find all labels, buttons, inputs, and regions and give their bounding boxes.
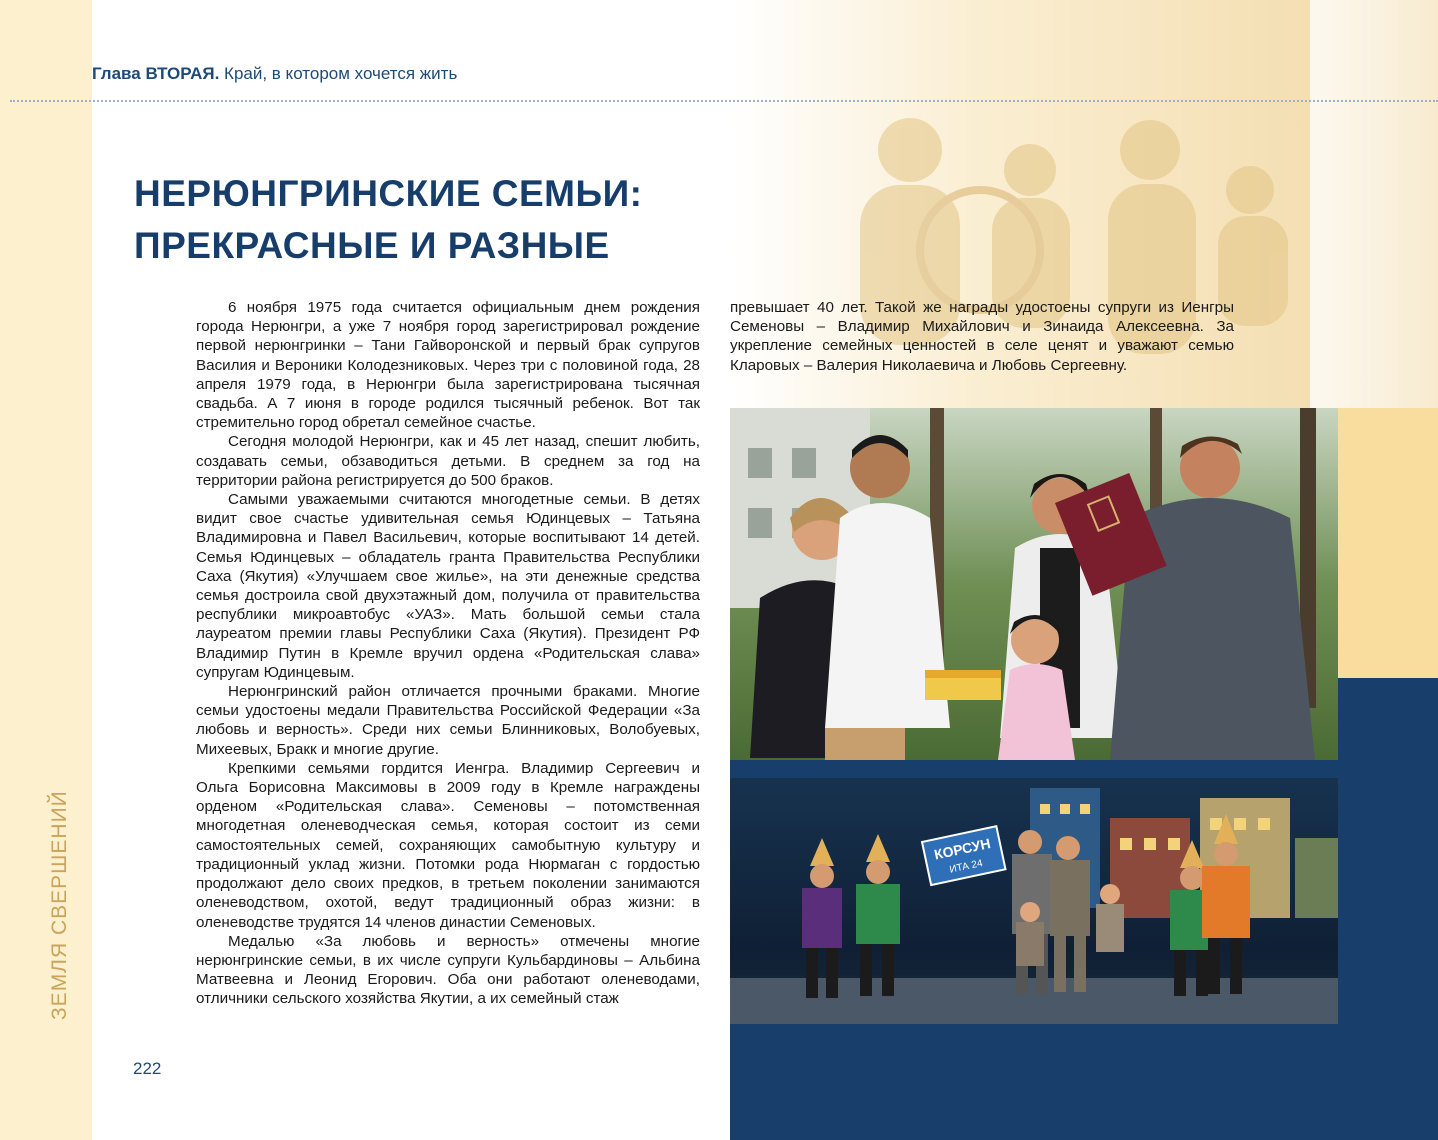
title-line-2: ПРЕКРАСНЫЕ И РАЗНЫЕ: [134, 225, 610, 266]
stage-performance-illustration: [730, 778, 1338, 1024]
photo-stage-performance: [730, 778, 1338, 1024]
chapter-header: [92, 64, 457, 84]
chapter-label: Глава ВТОРАЯ.: [92, 64, 220, 83]
photo-award-ceremony: [730, 408, 1338, 760]
text-column-left: [196, 298, 700, 1009]
paragraph: 6 ноября 1975 года считается официальным днем рождения города Нерюнгри, а уже 7 ноября город зарегистрировал рождение первой нерюнгринки – Тани Гайворонской и первый брак супругов Василия и Вероники Колодезниковых. Через три с половиной года, 28 апреля 1979 года, в Нерюнгри была зарегистрирована тысячная свадьба. А 7 июня в городе родился тысячный ребенок. Вот так стремительно город обретал семейное счастье.: [196, 299, 700, 432]
paragraph: Медалью «За любовь и верность» отмечены многие нерюнгринские семьи, в их числе супруги Кульбардиновы – Альбина Матвеевна и Леонид Егорович. Оба они работают оленеводами, отличники сельского хозяйства Якутии, а их семейный стаж: [196, 932, 700, 1008]
stage-sign-line2: ИТА 24: [948, 858, 984, 876]
header-divider: [10, 100, 1438, 102]
side-label: ЗЕМЛЯ СВЕРШЕНИЙ: [48, 790, 71, 1020]
chapter-subtitle: Край, в котором хочется жить: [219, 64, 458, 83]
title-line-1: НЕРЮНГРИНСКИЕ СЕМЬИ:: [134, 173, 643, 214]
cream-decor-block: [1338, 408, 1438, 678]
text-column-right: [730, 298, 1234, 375]
paragraph: превышает 40 лет. Такой же награды удостоены супруги из Иенгры Семеновы – Владимир Михайлович и Зинаида Алексеевна. За укрепление семейных ценностей в селе ценят и уважают семью Клaровых – Валерия Николаевича и Любовь Сергеевну.: [730, 299, 1234, 374]
stage-sign-line1: КОРСУН: [932, 835, 992, 863]
paragraph: Нерюнгринский район отличается прочными браками. Многие семьи удостоены медали Правительства Российской Федерации «За любовь и верность». Среди них семьи Блинниковых, Волобуевых, Михеевых, Бракк и многие другие.: [196, 683, 700, 758]
photo-fade-overlay: [1310, 0, 1438, 410]
paragraph: Сегодня молодой Нерюнгри, как и 45 лет назад, спешит любить, создавать семьи, обзаводиться детьми. В среднем за год на территории района регистрируется до 500 браков.: [196, 433, 700, 489]
paragraph: Крепкими семьями гордится Иенгра. Владимир Сергеевич и Ольга Борисовна Максимовы в 2009 году в Кремле награждены орденом «Родительская слава». Семеновы – потомственная многодетная оленеводческая семья, которая состоит из семи самостоятельных семей, сохраняющих самобытную культуру и традиционный уклад жизни. Потомки рода Нюрмаган с гордостью продолжают дело своих предков, в третьем поколении занимаются оленеводством, охотой, ведут традиционный образ жизни: в оленеводстве трудятся 14 членов династии Семеновых.: [196, 759, 700, 931]
page-number: 222: [133, 1059, 162, 1078]
award-ceremony-illustration: [730, 408, 1338, 760]
left-margin-strip: [0, 0, 92, 1140]
page-title: [134, 168, 694, 272]
paragraph: Самыми уважаемыми считаются многодетные семьи. В детях видит свое счастье удивительная семья Юдинцевых – Татьяна Владимировна и Павел Васильевич, которые воспитывают 14 детей. Семья Юдинцевых – обладатель гранта Правительства Республики Саха (Якутия) «Улучшаем свое жилье», на эти денежные средства семья достроила свой двухэтажный дом, получила от правительства республики микроавтобус «УАЗ». Мать большой семьи стала лауреатом премии главы Республики Саха (Якутия). Президент РФ Владимир Путин в Кремле вручил ордена «Родительская слава» супругам Юдинцевым.: [196, 491, 700, 681]
